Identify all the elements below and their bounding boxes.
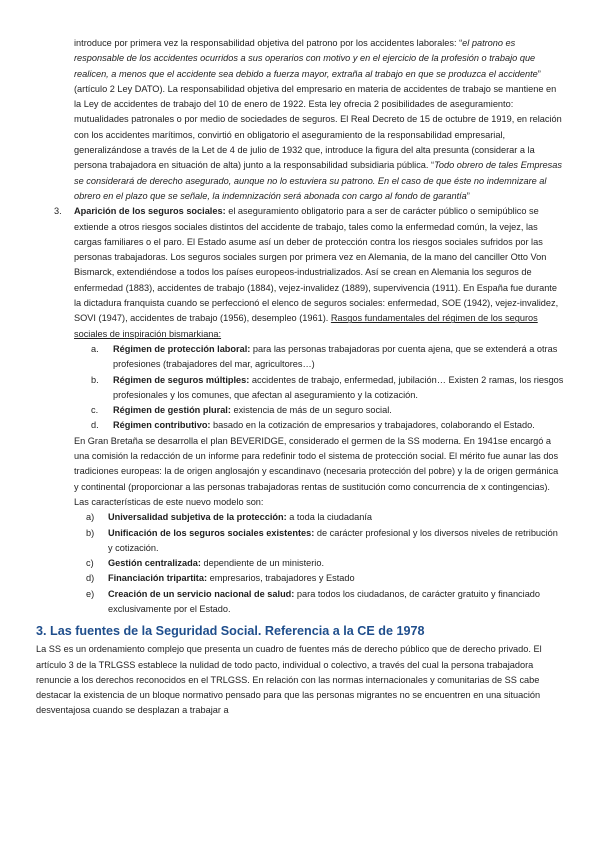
list-item-text [108, 510, 564, 525]
list-item-bismarck-b [91, 373, 564, 404]
list-letter: e) [86, 588, 95, 599]
section-heading: 3. Las fuentes de la Seguridad Social. Referencia a la CE de 1978 [36, 624, 425, 639]
list-letter: a) [86, 512, 95, 523]
item-text: empresarios, trabajadores y Estado [207, 573, 355, 584]
item-text: dependiente de un ministerio. [200, 558, 325, 569]
item-text: basado en la cotización de empresarios y trabajadores, colaborando el Estado. [210, 420, 535, 431]
item-title: Régimen de gestión plural: [113, 405, 231, 416]
underlined-heading: Rasgos fundamentales del régimen de los seguros sociales de inspiración bismarkiana: [74, 313, 538, 339]
list-item-text [108, 526, 564, 557]
text-run: introduce por primera vez la responsabilidad objetiva del patrono por los accidentes laborales: “ [74, 38, 463, 48]
item-text: para las personas trabajadoras por cuenta ajena, que se extenderá a otras profesiones (trabajadores del mar, agricultores…) [113, 343, 558, 370]
list-letter: b) [86, 527, 95, 538]
list-letter: c) [86, 558, 94, 569]
text-run: ” (artículo 2 Ley DATO). La responsabilidad objetiva del empresario en materia de accidentes de trabajo se mantiene en la Ley de accidentes de trabajo del 10 de enero de 1922. Esta ley ofrecia 2 posibilidades de aseguramiento: mutualidades patronales o por medio de sociedades de seguros. El Real Decreto de 15 de octubre de 1919, en relación con los accidentes marítimos, convirtió en obligatorio el aseguramiento de la responsabilidad empresarial, generalizándose a través de la Let de 4 de julio de 1932 que, introduce la figura del alta presunta (considerar a la persona trabajadora en situación de alta) junto a la responsabilidad subsidiaria pública. “ [74, 68, 562, 171]
list-item-text [108, 571, 564, 586]
text-run: ” [466, 190, 470, 201]
item-title: Universalidad subjetiva de la protección: [108, 512, 287, 523]
item-title: Unificación de los seguros sociales existentes: [108, 527, 315, 538]
list-item-text [108, 587, 564, 618]
list-item-text [113, 373, 564, 404]
item-title: Gestión centralizada: [108, 558, 201, 569]
item-title: Régimen de seguros múltiples: [113, 374, 250, 385]
list-item-bismarck-d [91, 418, 564, 433]
list-letter: b. [91, 374, 99, 385]
list-item-beveridge-c [86, 556, 564, 571]
quote-ley-dato: el patrono es responsable de los accidentes ocurridos a sus operarios con motivo y en el ejercicio de la profesión o trabajo que realicen, a menos que el accidente sea debido a fuerza mayor, extraña al trabajo en que se produzca el accidente [74, 38, 538, 79]
list-letter: a. [91, 343, 99, 354]
list-item-beveridge-a [86, 510, 564, 525]
paragraph-ley-dato [74, 36, 564, 204]
list-item-text [108, 556, 564, 571]
paragraph-beveridge: En Gran Bretaña se desarrolla el plan BEVERIDGE, considerado el germen de la SS moderna. En 1941se encargó a una comisión la redacción de un informe para redefinir todo el sistema de protección social. El mérito fue aunar las dos tradiciones europeas: la de origen anglosajón y escandinavo (necesaria protección del pobre) y la de origen germánica y continental (proporcionar a las personas trabajadoras rentas de sustitución como concurrencia de x contingencias). Las características de este nuevo modelo son: [74, 435, 559, 507]
list-item-text [113, 418, 564, 433]
list-item-beveridge-b [86, 526, 564, 557]
list-item-seguros-sociales [54, 204, 564, 342]
paragraph-seguros-sociales [74, 204, 564, 342]
list-item-text [113, 403, 564, 418]
item-text: a toda la ciudadanía [286, 512, 373, 523]
list-number: 3. [54, 206, 62, 217]
item-text: el aseguramiento obligatorio para a ser de carácter público o semipúblico se extiende a otros riesgos sociales distintos del accidente de trabajo, tales como la enfermedad común, la vejez, las cargas familiares o el paro. El Estado asume así un deber de protección contra los riesgos sociales sufridos por las personas trabajadoras. Los seguros sociales surgen por primera vez en Alemania, de la mano del canciller Otto Von Bismarck, extendiéndose a todos los países europeos-industrializados. Así se crean en Alemania los seguros de enfermedad (1883), accidentes de trabajo (1884), vejez-invalidez (1889), supervivencia (1911). En España fue durante la dictadura franquista cuando se perfeccionó el elenco de seguros sociales: enfermedad, SOE (1942), vejez-invalidez, SOVI (1947), accidentes de trabajo (1956), desempleo (1961). [74, 206, 559, 324]
list-item-beveridge-d [86, 571, 564, 586]
list-letter: c. [91, 405, 99, 416]
item-text: para todos los ciudadanos, de carácter gratuito y financiado exclusivamente por el Estado. [108, 588, 541, 614]
list-letter: d) [86, 573, 95, 584]
item-title: Creación de un servicio nacional de salud: [108, 588, 295, 599]
item-title: Financiación tripartita: [108, 573, 208, 584]
list-item-text [113, 342, 564, 373]
item-title: Régimen de protección laboral: [113, 343, 251, 354]
item-text: existencia de más de un seguro social. [230, 405, 392, 416]
item-title: Régimen contributivo: [113, 420, 211, 431]
paragraph-fuentes: La SS es un ordenamiento complejo que presenta un cuadro de fuentes más de derecho público que de derecho privado. El artículo 3 de la TRLGSS establece la nulidad de todo pacto, individual o colectivo, a través del cual la persona trabajadora renuncie a los derechos reconocidos en el TRLGSS. En relación con las normas internacionales y comunitarias de SS cabe destacar la existencia de un bloque normativo pensado para que las personas migrantes no se encuentren en una situación desventajosa cuando se desplazan a trabajar a [36, 644, 542, 716]
item-text: de carácter profesional y los diversos niveles de retribución y cotización. [108, 527, 558, 553]
list-item-bismarck-a [91, 342, 564, 373]
list-item-bismarck-c [91, 403, 564, 418]
item-title: Aparición de los seguros sociales: [74, 206, 226, 217]
list-item-beveridge-e [86, 587, 564, 618]
list-letter: d. [91, 420, 99, 431]
item-text: accidentes de trabajo, enfermedad, jubilación… Existen 2 ramas, los riesgos profesionales y los comunes, que afectan al aseguramiento y la cotización. [113, 374, 564, 400]
quote-fondo-garantia: Todo obrero de tales Empresas se considerará de derecho asegurado, aunque no lo estuviera su patrono. En el caso de que éste no indemnizare al obrero en el plazo que se señale, la indemnización será abonada con cargo al fondo de garantía [74, 160, 562, 201]
